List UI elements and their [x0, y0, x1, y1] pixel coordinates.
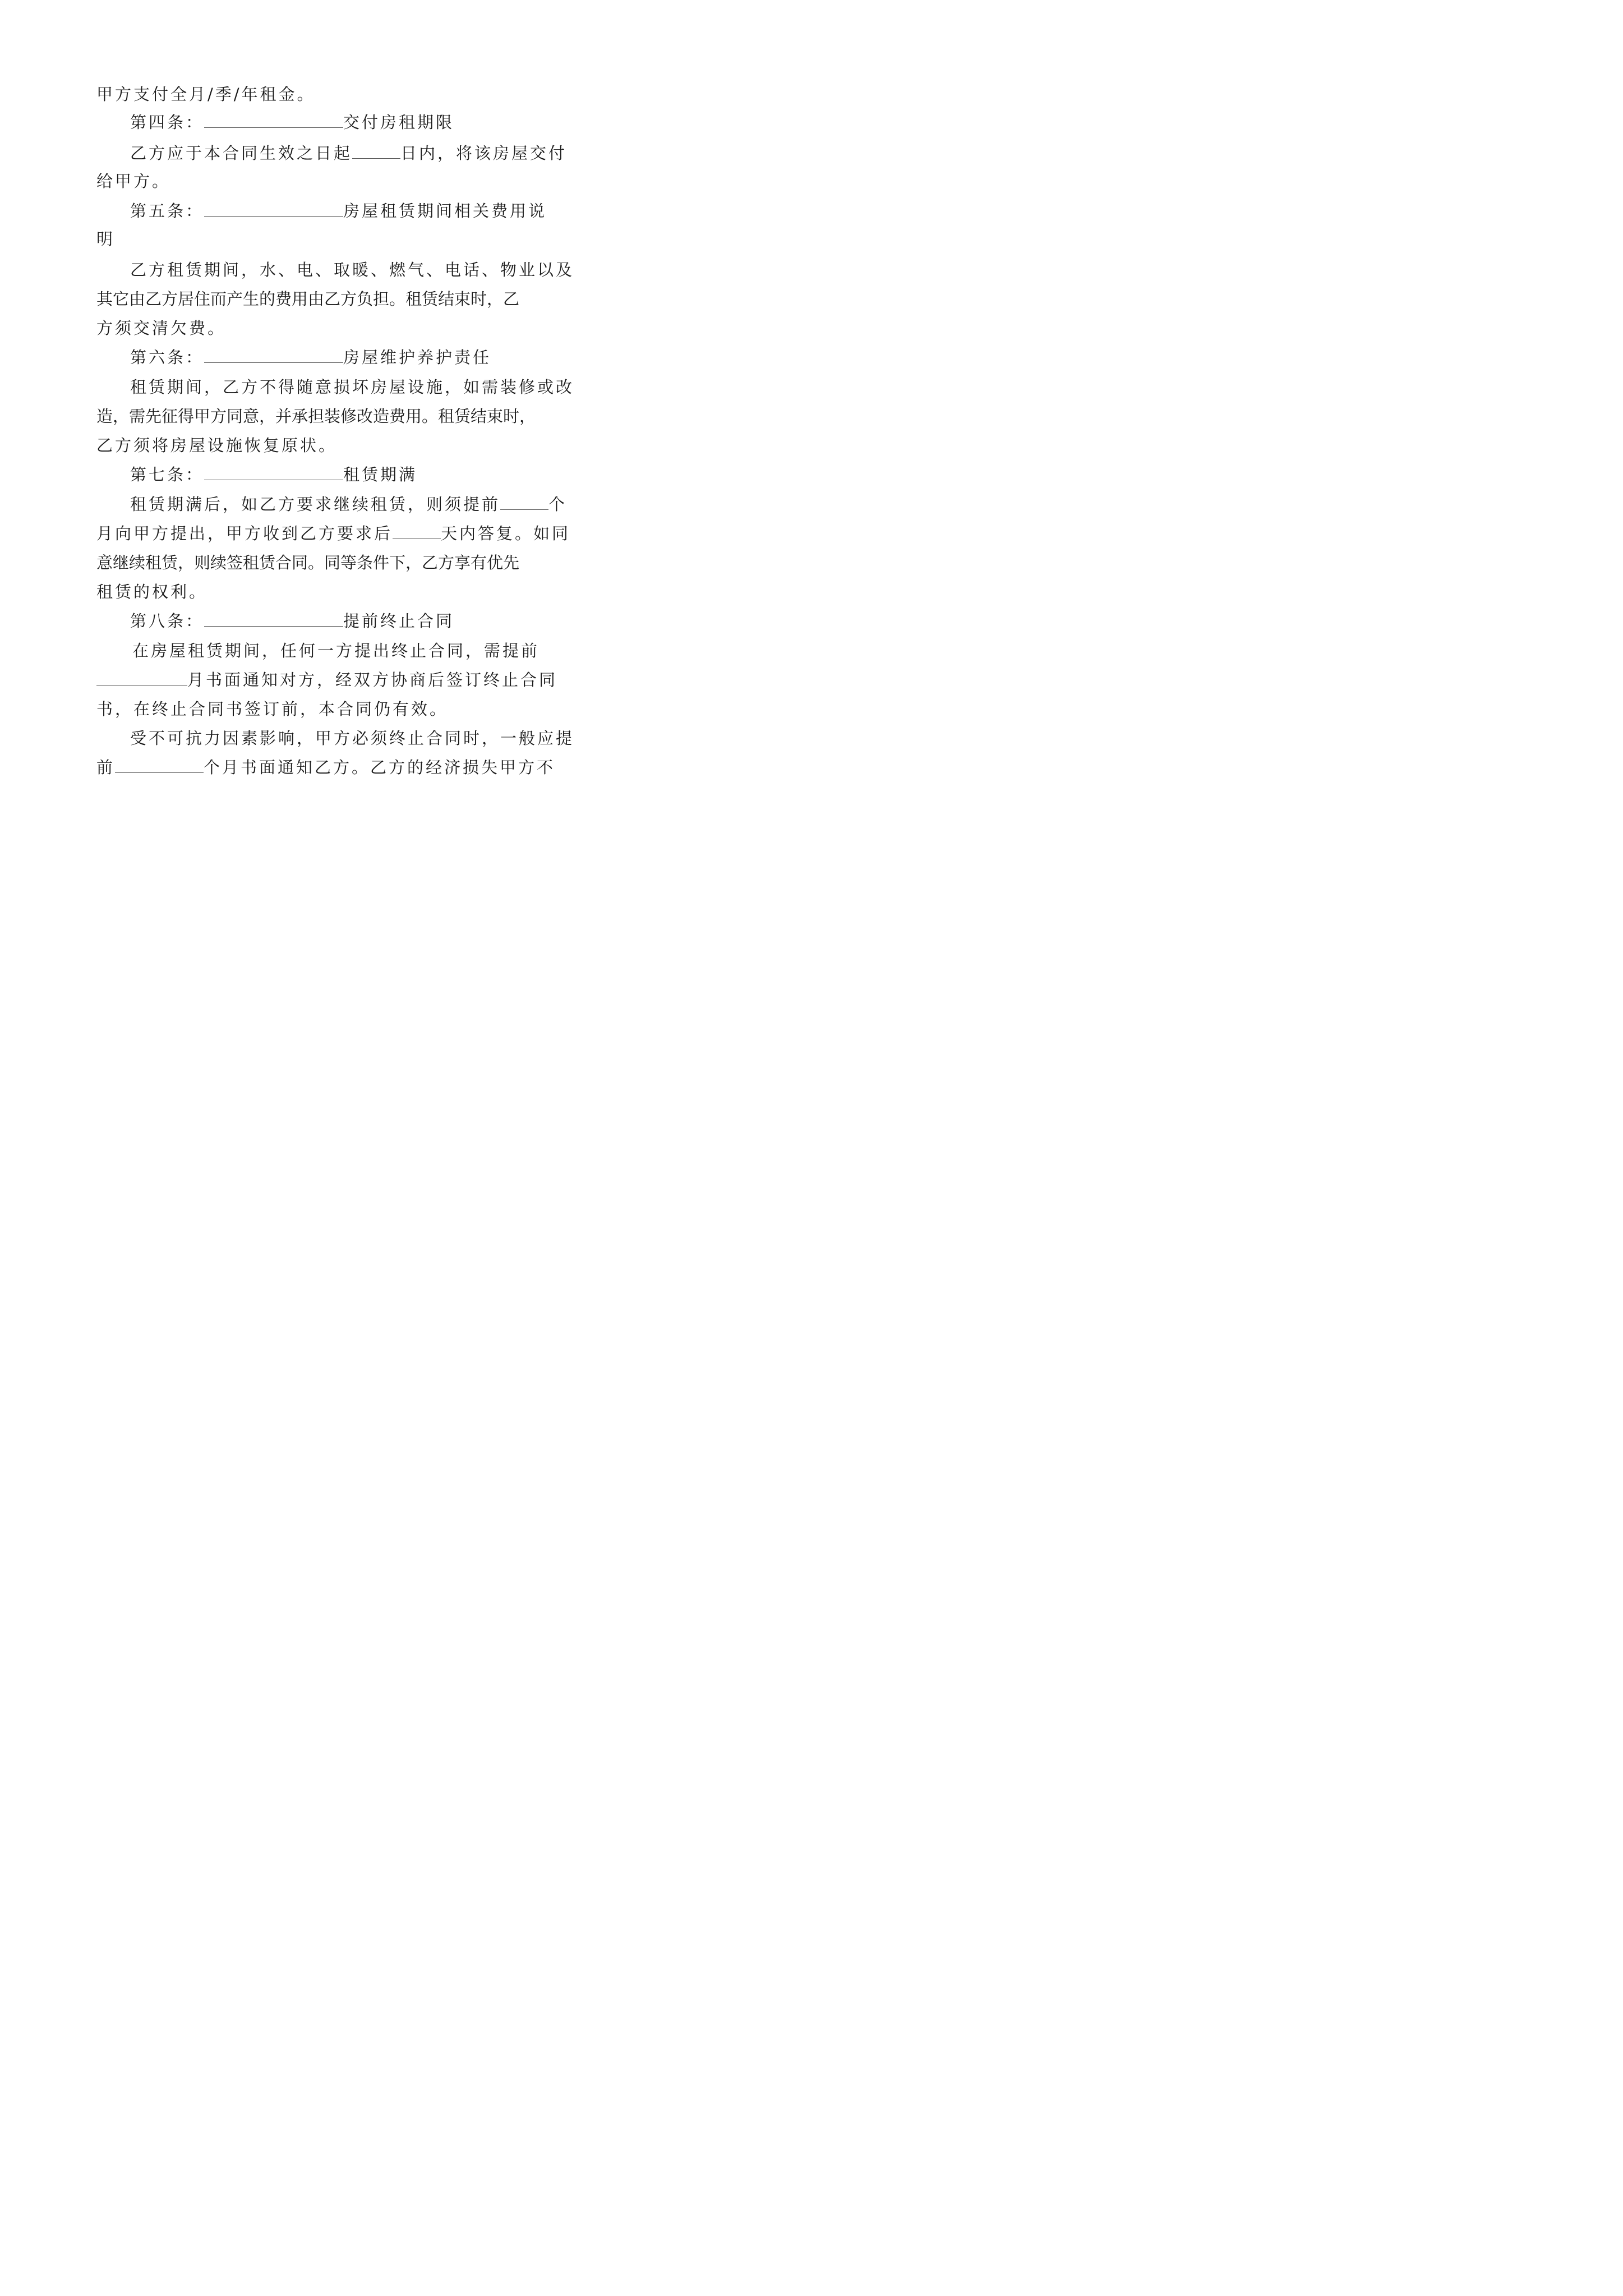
- fill-in-blank[interactable]: [204, 200, 343, 217]
- text-line: 租赁期满后，如乙方要求继续租赁，则须提前 个: [130, 495, 568, 514]
- text-line: 乙方须将房屋设施恢复原状。: [96, 436, 338, 455]
- fill-in-blank[interactable]: [96, 669, 187, 685]
- text-line: 其它由乙方居住而产生的费用由乙方负担。租赁结束时，乙: [96, 289, 520, 309]
- fill-in-blank[interactable]: [204, 610, 343, 627]
- text-line: 租赁的权利。: [96, 582, 208, 601]
- text-line: 月向甲方提出，甲方收到乙方要求后 天内答复。如同: [96, 524, 571, 543]
- fill-in-blank[interactable]: [204, 464, 343, 480]
- fill-in-blank[interactable]: [500, 494, 548, 510]
- article-6-heading: 第六条： 房屋维护养护责任: [130, 348, 492, 367]
- text-line: 方须交清欠费。: [96, 319, 227, 338]
- fill-in-blank[interactable]: [204, 347, 343, 363]
- text-line: 意继续租赁，则续签租赁合同。同等条件下，乙方享有优先: [96, 553, 520, 572]
- fill-in-blank[interactable]: [393, 523, 441, 539]
- text-line: 造，需先征得甲方同意，并承担装修改造费用。租赁结束时，: [96, 407, 536, 426]
- article-5-heading: 第五条： 房屋租赁期间相关费用说: [130, 201, 547, 220]
- text-line: 受不可抗力因素影响，甲方必须终止合同时，一般应提: [130, 729, 575, 748]
- text-line: 在房屋租赁期间，任何一方提出终止合同，需提前: [132, 641, 540, 660]
- text-line: 甲方支付全月/季/年租金。: [96, 85, 316, 104]
- article-7-heading: 第七条： 租赁期满: [130, 465, 418, 484]
- text-line: 书，在终止合同书签订前，本合同仍有效。: [96, 700, 449, 719]
- text-line: 乙方应于本合同生效之日起 日内，将该房屋交付: [130, 144, 568, 163]
- document-page: [0, 0, 617, 873]
- text-line: 乙方租赁期间，水、电、取暖、燃气、电话、物业以及: [130, 260, 575, 279]
- article-8-heading: 第八条： 提前终止合同: [130, 611, 455, 631]
- fill-in-blank[interactable]: [352, 142, 400, 159]
- article-4-heading: 第四条： 交付房租期限: [130, 113, 455, 132]
- text-line: 给甲方。: [96, 172, 171, 191]
- text-line: 月书面通知对方，经双方协商后签订终止合同: [96, 669, 557, 691]
- fill-in-blank[interactable]: [204, 112, 343, 128]
- text-line: 租赁期间，乙方不得随意损坏房屋设施，如需装修或改: [130, 378, 575, 397]
- fill-in-blank[interactable]: [115, 757, 204, 773]
- text-line: 明: [96, 229, 116, 249]
- text-line: 前 个月书面通知乙方。乙方的经济损失甲方不: [96, 758, 556, 777]
